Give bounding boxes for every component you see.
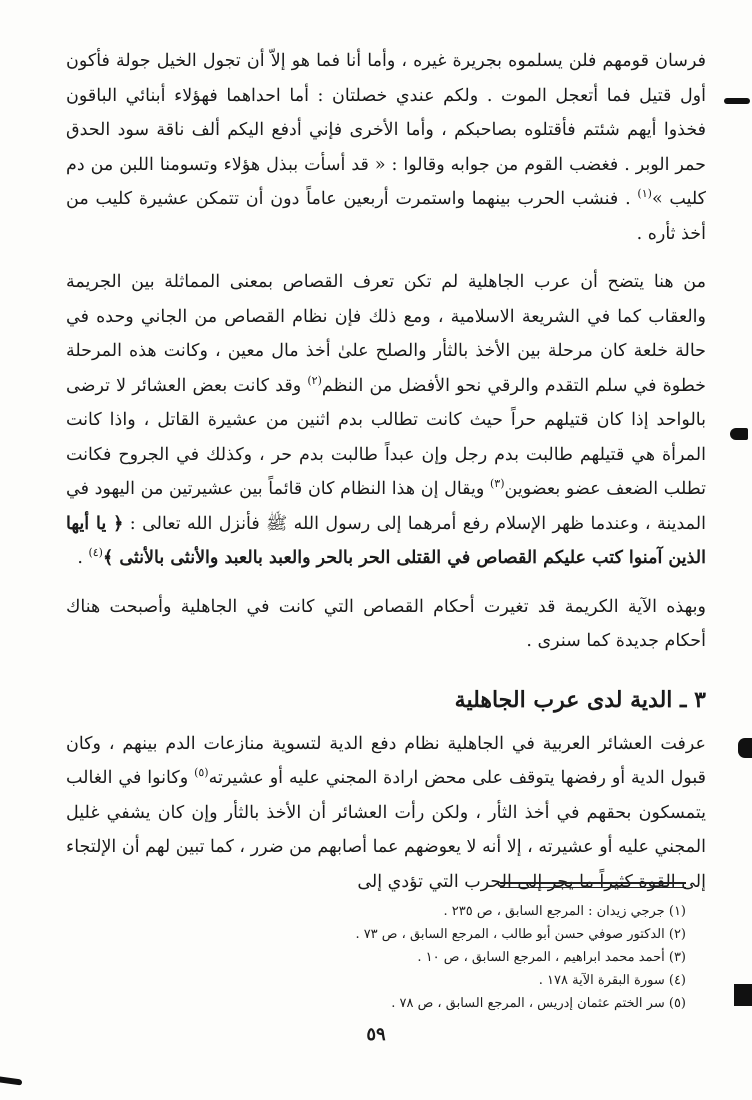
paragraph-3 [66,590,706,659]
page-number: ٥٩ [366,1024,386,1045]
section-paragraph-text-b: وكانوا في الغالب يتمسكون بحقهم في أخذ الثأر ، ولكن رأت العشائر أن الأخذ بالثأر وإن كان يشفي غليل المجني عليه أو عشيرته ، إلا أنه لا يعوضهم عما أصابهم من ضرر ، كما تبين لهم أن الإلتجاء إلى القوة كثيراً ما يجر إلى الحرب التي تؤدي إلى [65,768,706,892]
footnote-ref-2[interactable]: (٢) [307,373,322,387]
section-paragraph-text-a: عرفت العشائر العربية في الجاهلية نظام دفع الدية لتسوية منازعات الدم بينهم ، وكان قبول الدية أو رفضها يتوقف على محض ارادة المجني عليه أو عشيرته [66,733,706,788]
footnote-ref-5[interactable]: (٥) [194,766,209,780]
margin-ink-mark [738,738,752,758]
page-body [66,44,706,899]
footnote-ref-4[interactable]: (٤) [88,546,103,560]
paragraph-2-text-b: وقد كانت بعض العشائر لا ترضى بالواحد إذا كان قتيلهم حراً حيث كانت تطالب بدم اثنين من عشيرة القاتل ، واذا كانت المرأة هي قتيلهم طالبت بدم رجل وإن عبداً طالبت بدم حر ، وكذلك في الجروح فكانت تطلب الضعف عضو بعضوين [66,375,706,499]
footnote-3: (٣) أحمد محمد ابراهيم ، المرجع السابق ، ص ١٠ . [417,950,686,965]
section-paragraph [66,727,706,900]
footnote-1: (١) جرجي زيدان : المرجع السابق ، ص ٢٣٥ . [443,904,686,919]
footnote-2: (٢) الدكتور صوفي حسن أبو طالب ، المرجع السابق ، ص ٧٣ . [355,927,686,942]
paragraph-1 [66,44,706,251]
margin-ink-mark [724,98,750,104]
quran-verse: ﴿ يا أيها الذين آمنوا كتب عليكم القصاص في القتلى الحر بالحر والعبد بالعبد والأنثى بالأنثى ﴾ [66,513,706,568]
footnote-ref-3[interactable]: (٣) [489,477,505,491]
footnote-ref-1[interactable]: (١) [637,187,652,201]
margin-ink-mark [730,428,748,440]
footnote-5: (٥) سر الختم عثمان إدريس ، المرجع السابق ، ص ٧٨ . [391,996,686,1011]
section-heading: ٣ ـ الدية لدى عرب الجاهلية [454,686,706,713]
paragraph-1-tail: . فنشب الحرب بينهما واستمرت أربعين عاماً دون أن تتمكن عشيرة كليب من أخذ ثأره . [66,189,706,244]
paragraph-2 [66,265,706,576]
margin-ink-mark [734,984,752,1006]
paragraph-2-text-c: ويقال إن هذا النظام كان قائماً بين عشيرتين من اليهود في المدينة ، وعندما ظهر الإسلام رفع أمرهما إلى رسول الله ﷺ فأنزل الله تعالى : [66,479,706,534]
footnote-4: (٤) سورة البقرة الآية ١٧٨ . [538,973,686,988]
paragraph-1-text: فرسان قومهم فلن يسلموه بجريرة غيره ، وأما أنا فما هو إلاّ أن تجول الخيل جولة فأكون أول قتيل فما أتعجل الموت . ولكم عندي خصلتان : أما احداهما فهؤلاء أبنائي الباقون فخذوا أيهم شئتم فأقتلوه بصاحبكم ، وأما الأخرى فإني أدفع اليكم ألف ناقة سود الحدق حمر الوبر . فغضب القوم من جوابه وقالوا : « قد أسأت ببذل هؤلاء وتسومنا اللبن من دم كليب » [66,51,707,209]
paragraph-3-text: وبهذه الآية الكريمة قد تغيرت أحكام القصاص التي كانت في الجاهلية وأصبحت هناك أحكام جديدة كما سنرى . [66,596,706,651]
paragraph-2-tail: . [77,548,89,568]
footnote-divider [500,882,686,888]
footnotes-list [186,900,686,1015]
margin-ink-mark [0,1076,22,1085]
paragraph-2-text-a: من هنا يتضح أن عرب الجاهلية لم تكن تعرف القصاص بمعنى المماثلة بين الجريمة والعقاب كما في الشريعة الاسلامية ، ومع ذلك فإن نظام القصاص من الجاني وحده في حالة خلعة كان مرحلة بين الأخذ بالثأر والصلح علىٰ أخذ مال معين ، وكانت هذه المرحلة خطوة في سلم التقدم والرقي نحو الأفضل من النظم [66,272,706,396]
